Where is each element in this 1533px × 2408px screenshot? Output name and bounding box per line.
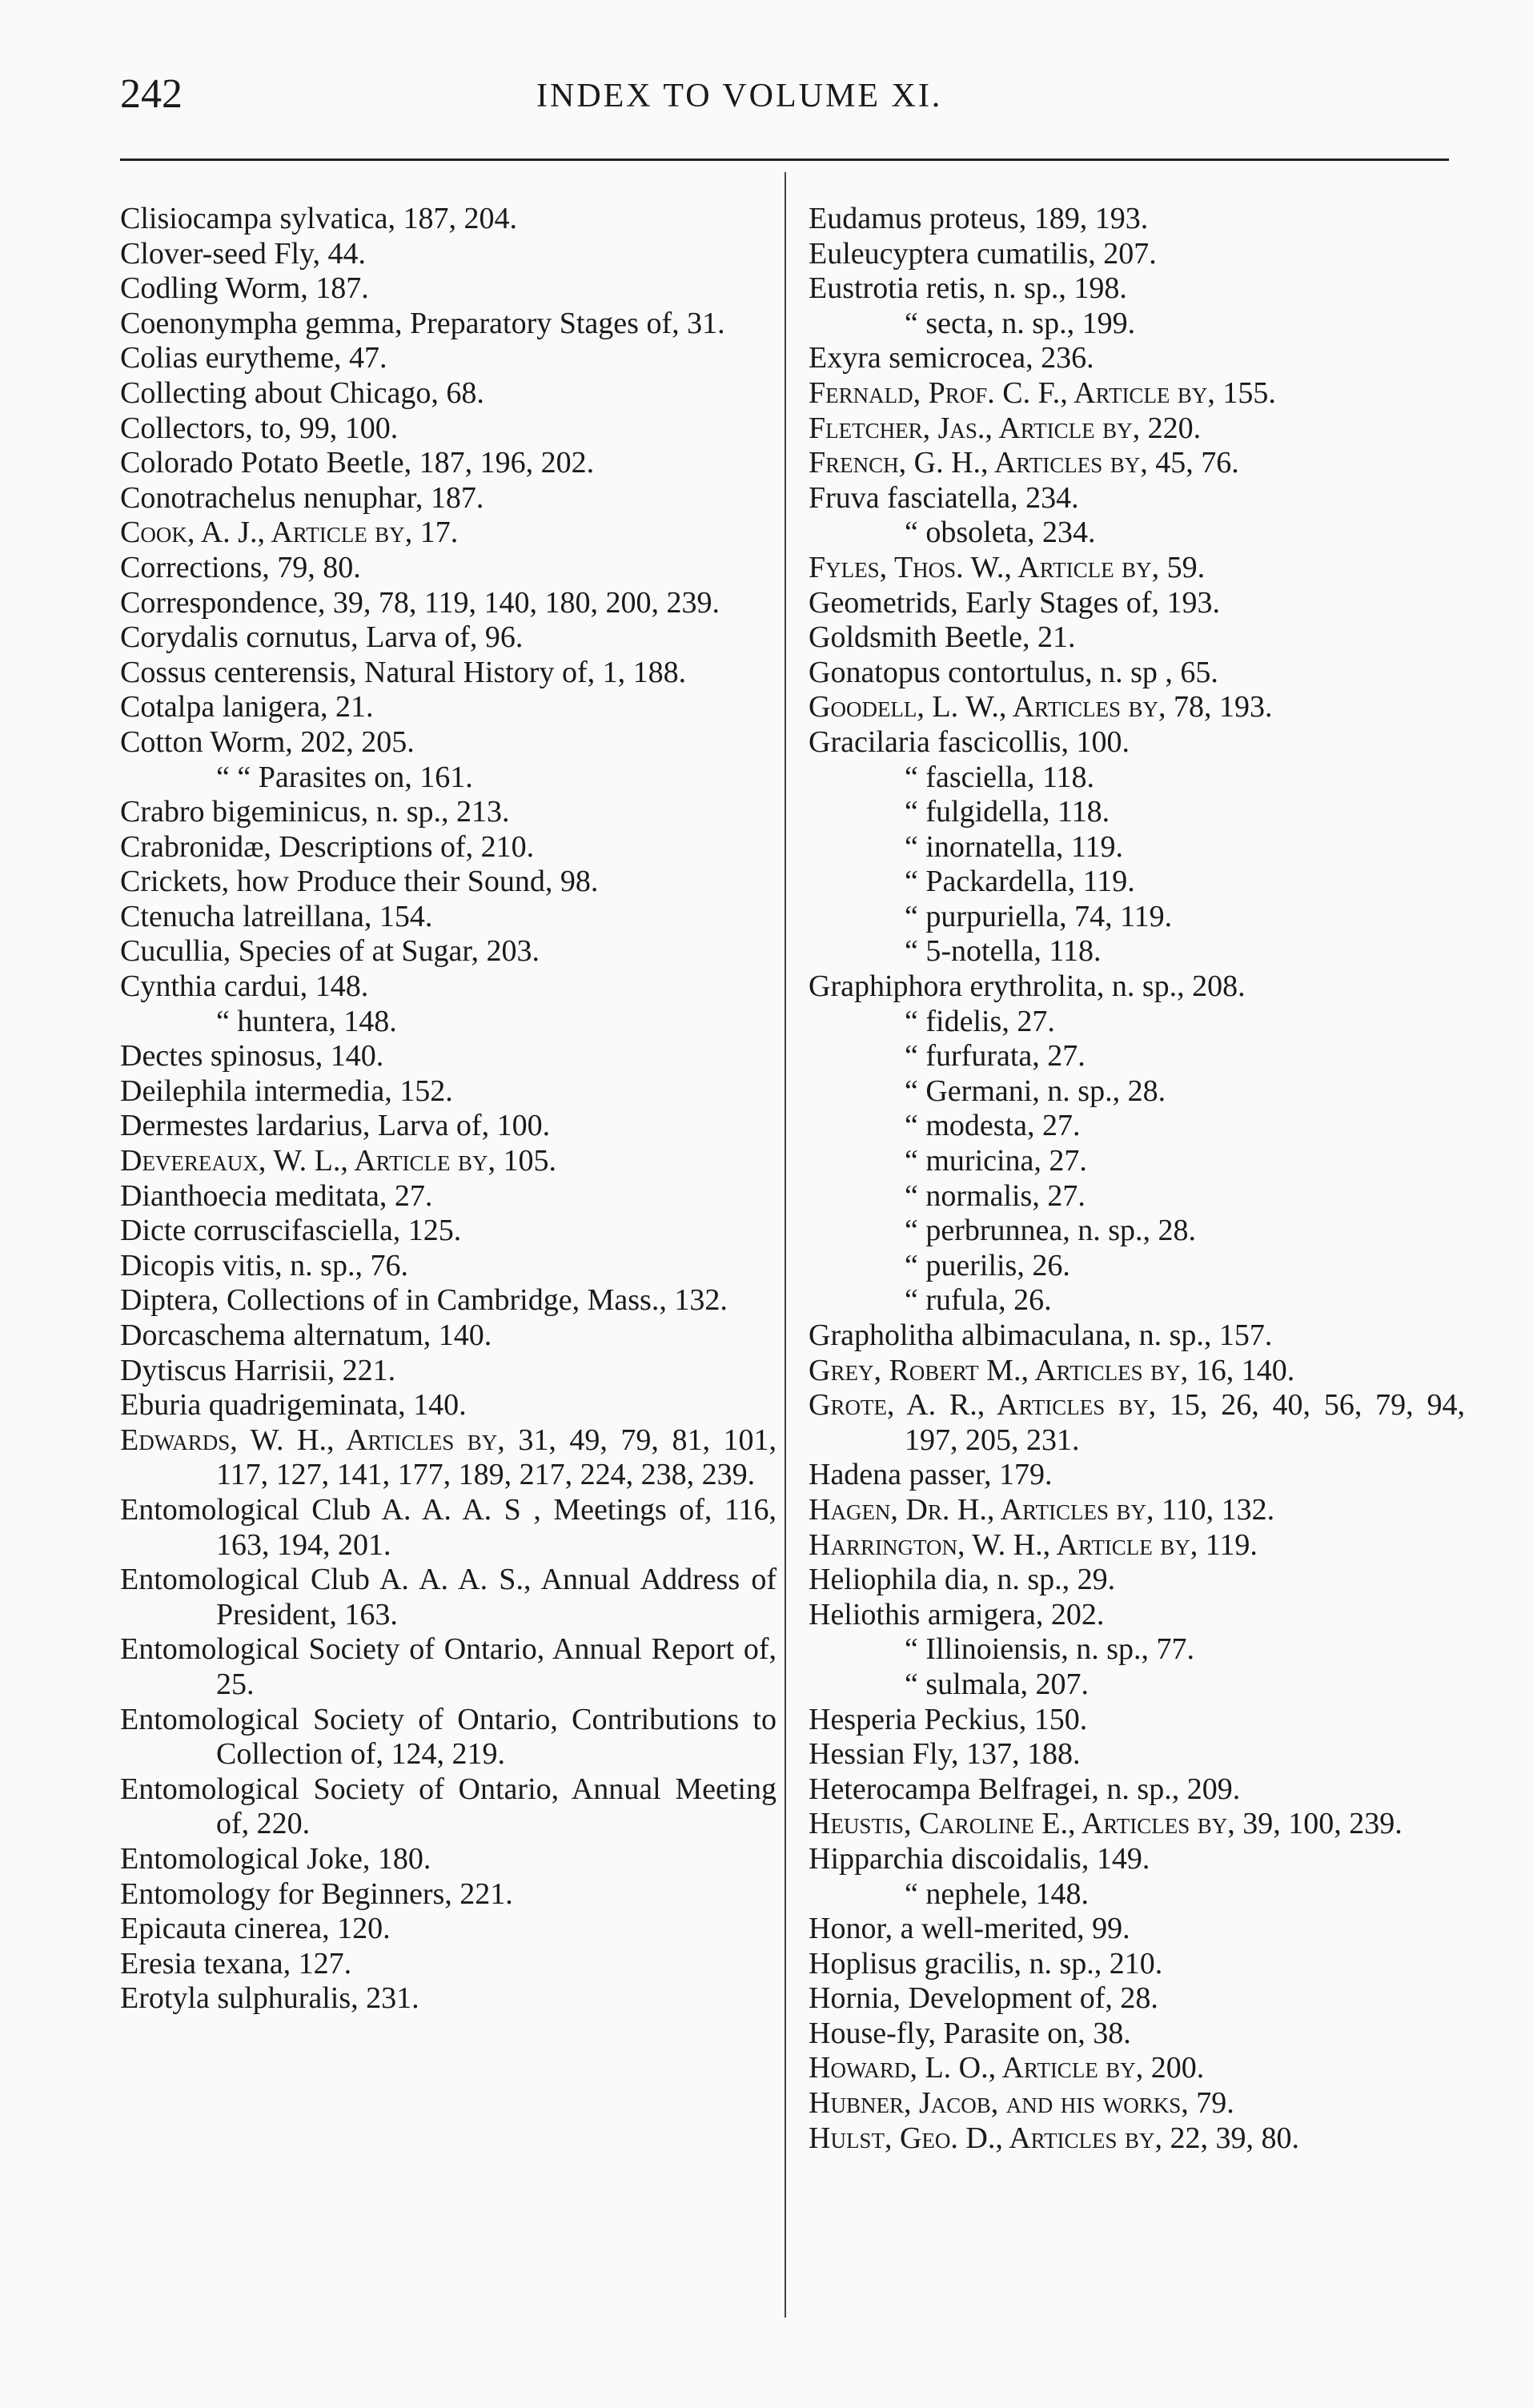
index-entry: Hadena passer, 179. xyxy=(809,1458,1053,1492)
index-entry: Grapholitha albimaculana, n. sp., 157. xyxy=(809,1318,1273,1352)
index-entry: “ inornatella, 119. xyxy=(905,829,1123,864)
page-header xyxy=(120,70,1449,134)
index-entry: House-fly, Parasite on, 38. xyxy=(809,2016,1131,2050)
index-entry: Hesperia Peckius, 150. xyxy=(809,1702,1088,1736)
index-entry: “ puerilis, 26. xyxy=(905,1248,1070,1282)
index-entry: “ sulmala, 207. xyxy=(905,1667,1090,1701)
index-entry: Fletcher, Jas., Article by, 220. xyxy=(809,411,1202,445)
index-entry: Honor, a well-merited, 99. xyxy=(809,1912,1130,1946)
index-entry: Howard, L. O., Article by, 200. xyxy=(809,2051,1205,2085)
index-entry: “ purpuriella, 74, 119. xyxy=(905,899,1173,933)
column-divider xyxy=(785,172,786,2318)
index-entry: Grey, Robert M., Articles by, 16, 140. xyxy=(809,1353,1295,1387)
index-entry: Heliophila dia, n. sp., 29. xyxy=(809,1563,1116,1597)
index-entry: Eustrotia retis, n. sp., 198. xyxy=(809,271,1127,306)
index-entry: Epicauta cinerea, 120. xyxy=(120,1912,391,1946)
index-entry: Cucullia, Species of at Sugar, 203. xyxy=(120,934,540,969)
index-entry: Erotyla sulphuralis, 231. xyxy=(120,1981,419,2016)
index-entry: “ rufula, 26. xyxy=(905,1283,1052,1318)
index-entry: Cook, A. J., Article by, 17. xyxy=(120,516,459,550)
index-entry: Clover-seed Fly, 44. xyxy=(120,236,367,271)
index-entry: Heustis, Caroline E., Articles by, 39, 100, 239. xyxy=(809,1807,1403,1841)
index-entry: Coenonympha gemma, Preparatory Stages of, 31. xyxy=(120,306,725,340)
index-entry: Entomological Society of Ontario, Annual Report of, 25. xyxy=(120,1632,777,1701)
index-entry: “ 5-notella, 118. xyxy=(905,934,1102,969)
index-entry: Colias eurytheme, 47. xyxy=(120,341,387,375)
index-entry: Hubner, Jacob, and his works, 79. xyxy=(809,2086,1234,2121)
index-entry: “ fasciella, 118. xyxy=(905,760,1095,794)
index-entry: Cynthia cardui, 148. xyxy=(120,969,369,1004)
index-entry: Goodell, L. W., Articles by, 78, 193. xyxy=(809,690,1273,724)
index-entry: Graphiphora erythrolita, n. sp., 208. xyxy=(809,969,1246,1004)
index-entry: Goldsmith Beetle, 21. xyxy=(809,620,1076,655)
index-entry: Collectors, to, 99, 100. xyxy=(120,411,399,445)
index-entry: Heliothis armigera, 202. xyxy=(809,1597,1105,1631)
index-entry: Dermestes lardarius, Larva of, 100. xyxy=(120,1109,551,1143)
index-entry: Hipparchia discoidalis, 149. xyxy=(809,1841,1150,1876)
index-entry: Dectes spinosus, 140. xyxy=(120,1039,384,1074)
index-entry: “ muricina, 27. xyxy=(905,1144,1087,1178)
index-entry: “ Packardella, 119. xyxy=(905,865,1135,899)
index-entry: Clisiocampa sylvatica, 187, 204. xyxy=(120,202,518,235)
running-title: INDEX TO VOLUME XI. xyxy=(536,78,943,114)
index-entry: Crabronidæ, Descriptions of, 210. xyxy=(120,829,535,864)
index-entry: Fruva fasciatella, 234. xyxy=(809,480,1079,515)
index-entry: Devereaux, W. L., Article by, 105. xyxy=(120,1144,557,1178)
index-entry: Dicopis vitis, n. sp., 76. xyxy=(120,1248,408,1282)
index-entry: Exyra semicrocea, 236. xyxy=(809,341,1094,375)
index-entry: Entomological Society of Ontario, Annual Meeting of, 220. xyxy=(120,1772,777,1841)
index-entry: Conotrachelus nenuphar, 187. xyxy=(120,480,484,515)
index-entry: Crickets, how Produce their Sound, 98. xyxy=(120,865,599,899)
index-entry: “ modesta, 27. xyxy=(905,1109,1081,1143)
index-entry: Fyles, Thos. W., Article by, 59. xyxy=(809,550,1206,584)
index-entry: Dorcaschema alternatum, 140. xyxy=(120,1318,492,1352)
index-entry: Cossus centerensis, Natural History of, 1, 188. xyxy=(120,655,687,689)
index-entry: “ nephele, 148. xyxy=(905,1876,1090,1911)
index-entry: French, G. H., Articles by, 45, 76. xyxy=(809,446,1239,480)
index-entry: Colorado Potato Beetle, 187, 196, 202. xyxy=(120,446,595,480)
index-entry: “ obsoleta, 234. xyxy=(905,516,1096,550)
index-entry: Grote, A. R., Articles by, 15, 26, 40, 56, 79, 94, 197, 205, 231. xyxy=(809,1388,1465,1457)
index-entry: Hornia, Development of, 28. xyxy=(809,1981,1158,2016)
index-entry: Eresia texana, 127. xyxy=(120,1946,352,1981)
index-entry: Cotalpa lanigera, 21. xyxy=(120,690,374,724)
index-entry: Diptera, Collections of in Cambridge, Mass., 132. xyxy=(120,1283,728,1318)
index-entry: “ perbrunnea, n. sp., 28. xyxy=(905,1214,1197,1248)
index-entry: “ fulgidella, 118. xyxy=(905,795,1110,829)
index-entry: Dianthoecia meditata, 27. xyxy=(120,1178,433,1213)
index-entry: Gracilaria fascicollis, 100. xyxy=(809,724,1130,759)
index-entry: Heterocampa Belfragei, n. sp., 209. xyxy=(809,1772,1241,1806)
index-entry: Eudamus proteus, 189, 193. xyxy=(809,202,1149,235)
page-number: 242 xyxy=(120,71,183,117)
index-entry: Codling Worm, 187. xyxy=(120,271,369,306)
index-entry: Entomology for Beginners, 221. xyxy=(120,1876,513,1911)
index-entry: Harrington, W. H., Article by, 119. xyxy=(809,1527,1258,1562)
index-entry: Collecting about Chicago, 68. xyxy=(120,375,484,410)
index-entry: Crabro bigeminicus, n. sp., 213. xyxy=(120,795,510,829)
index-entry: Corrections, 79, 80. xyxy=(120,550,361,584)
index-entry: “ secta, n. sp., 199. xyxy=(905,306,1136,340)
index-entry: “ furfurata, 27. xyxy=(905,1039,1086,1074)
index-entry: Hoplisus gracilis, n. sp., 210. xyxy=(809,1946,1163,1981)
index-entry: Dicte corruscifasciella, 125. xyxy=(120,1214,462,1248)
index-entry: “ Germani, n. sp., 28. xyxy=(905,1074,1166,1108)
index-entry: Entomological Club A. A. A. S., Annual Address of President, 163. xyxy=(120,1563,777,1631)
index-entry: Dytiscus Harrisii, 221. xyxy=(120,1353,396,1387)
index-entry: Ctenucha latreillana, 154. xyxy=(120,899,433,933)
index-entry: Corydalis cornutus, Larva of, 96. xyxy=(120,620,524,655)
index-entry: Entomological Joke, 180. xyxy=(120,1841,431,1876)
index-entry: Entomological Club A. A. A. S , Meetings of, 116, 163, 194, 201. xyxy=(120,1492,777,1562)
index-entry: Hessian Fly, 137, 188. xyxy=(809,1737,1081,1772)
right-index-column xyxy=(809,202,1465,2156)
index-entry: Hagen, Dr. H., Articles by, 110, 132. xyxy=(809,1492,1275,1527)
index-entry: Euleucyptera cumatilis, 207. xyxy=(809,236,1157,271)
index-entry: “ huntera, 148. xyxy=(216,1004,397,1038)
index-entry: Correspondence, 39, 78, 119, 140, 180, 200, 239. xyxy=(120,585,720,620)
index-entry: “ normalis, 27. xyxy=(905,1178,1086,1213)
index-entry: Deilephila intermedia, 152. xyxy=(120,1074,453,1108)
index-entry: “ “ Parasites on, 161. xyxy=(216,760,473,794)
left-index-column xyxy=(120,202,777,2017)
index-entry: Hulst, Geo. D., Articles by, 22, 39, 80. xyxy=(809,2121,1300,2155)
index-entry: Eburia quadrigeminata, 140. xyxy=(120,1388,467,1423)
header-rule xyxy=(120,159,1449,161)
index-entry: Edwards, W. H., Articles by, 31, 49, 79, 81, 101, 117, 127, 141, 177, 189, 217, 224, 238, 239. xyxy=(120,1423,777,1492)
index-entry: Geometrids, Early Stages of, 193. xyxy=(809,585,1220,620)
index-entry: Entomological Society of Ontario, Contributions to Collection of, 124, 219. xyxy=(120,1702,777,1772)
index-entry: Fernald, Prof. C. F., Article by, 155. xyxy=(809,375,1276,410)
index-entry: Cotton Worm, 202, 205. xyxy=(120,724,415,759)
index-entry: “ Illinoiensis, n. sp., 77. xyxy=(905,1632,1195,1667)
index-entry: “ fidelis, 27. xyxy=(905,1004,1055,1038)
index-entry: Gonatopus contortulus, n. sp , 65. xyxy=(809,655,1218,689)
